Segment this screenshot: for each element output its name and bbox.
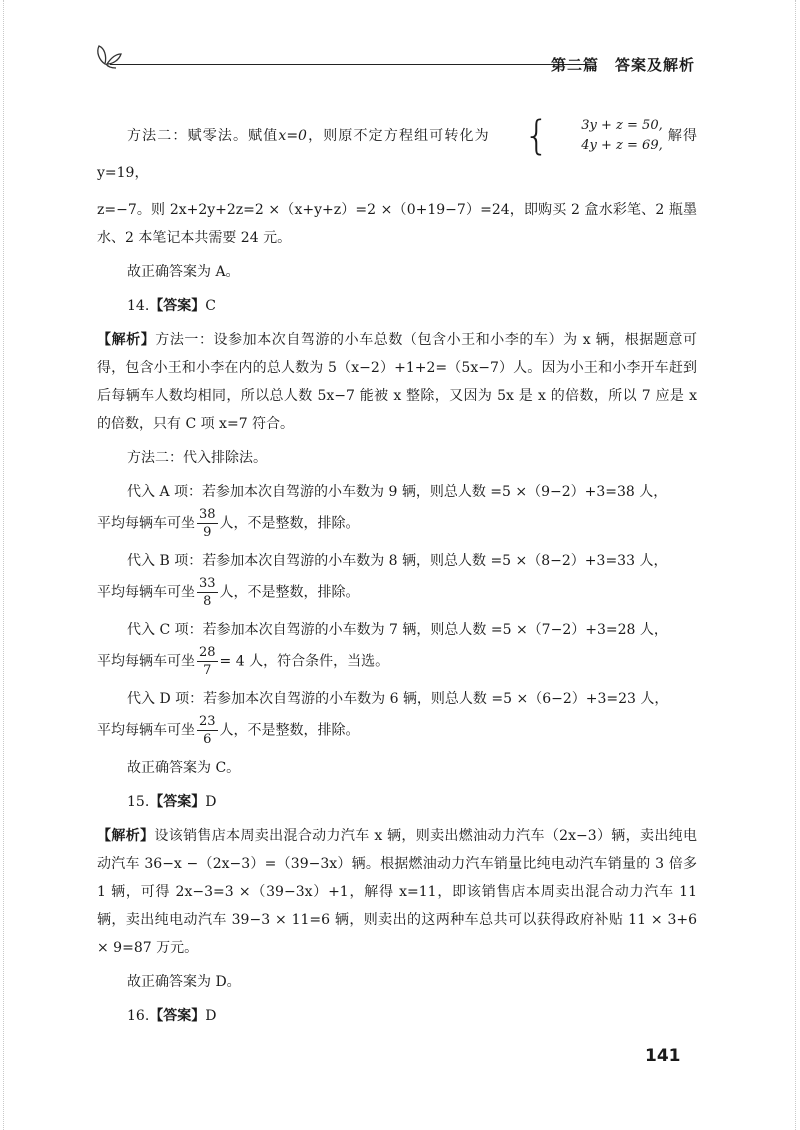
q14-analysis: 【解析】方法一：设参加本次自驾游的小车总数（包含小王和小李的车）为 x 辆，根据题意可得，包含小王和小李在内的总人数为 5（x−2）+1+2=（5x−7）人。因为小王和小李开车赶到后每辆车人数均相同，所以总人数 5x−7 能被 x 整除，又因为 5x 是 x 的倍数，所以 7 应是 x 的倍数，只有 C 项 x=7 符合。: [97, 332, 697, 432]
q14-option-c-line2: 平均每辆车可坐 $\frac{28}{7}$ = 4 人，符合条件，当选。: [97, 645, 390, 678]
q14-option-a-line2: 平均每辆车可坐 $\frac{38}{9}$ 人，不是整数，排除。: [97, 507, 360, 540]
fraction: $\frac{33}{8}$: [199, 576, 216, 609]
fraction: $\frac{28}{7}$: [199, 645, 216, 678]
q13-calculation: z=−7。则 2x+2y+2z=2 ×（x+y+z）=2 ×（0+19−7）=24，即购买 2 盒水彩笔、2 瓶墨水、2 本笔记本共需要 24 元。: [97, 202, 697, 246]
q15-answer: 15.【答案】D: [127, 794, 217, 810]
q13-conclusion: 故正确答案为 A。: [127, 264, 240, 280]
q13-method2-line: 方法二：赋零法。赋值x=0，则原不定方程组可转化为 { 3y + z = 50, 4y + z = 69, 解得 y=19，: [97, 113, 698, 181]
fraction: $\frac{23}{6}$: [199, 714, 216, 747]
q14-option-b-line1: 代入 B 项：若参加本次自驾游的小车数为 8 辆，则总人数 =5 ×（8−2）+3=33 人，: [127, 553, 668, 569]
q14-option-d-line1: 代入 D 项：若参加本次自驾游的小车数为 6 辆，则总人数 =5 ×（6−2）+3=23 人，: [127, 691, 669, 707]
right-page-edge: [795, 0, 796, 1130]
q14-option-d-line2: 平均每辆车可坐 $\frac{23}{6}$ 人，不是整数，排除。: [97, 714, 360, 747]
q14-answer: 14.【答案】C: [127, 298, 216, 314]
q14-option-a-line1: 代入 A 项：若参加本次自驾游的小车数为 9 辆，则总人数 =5 ×（9−2）+3=38 人，: [127, 484, 668, 500]
running-header: [90, 40, 700, 80]
q14-option-b-line2: 平均每辆车可坐 $\frac{33}{8}$ 人，不是整数，排除。: [97, 576, 360, 609]
q15-conclusion: 故正确答案为 D。: [127, 974, 241, 990]
q15-analysis: 【解析】设该销售店本周卖出混合动力汽车 x 辆，则卖出燃油动力汽车（2x−3）辆，卖出纯电动汽车 36−x −（2x−3）=（39−3x）辆。根据燃油动力汽车销量比纯电动汽车销量的 3 倍多 1 辆，可得 2x−3=3 ×（39−3x）+1，解得 x=11，即该销售店本周卖出混合动力汽车 11 辆，卖出纯电动汽车 39−3 × 11=6 辆，则卖出的这两种车总共可以获得政府补贴 11 × 3+6 × 9=87 万元。: [97, 828, 698, 956]
left-page-edge: [3, 0, 4, 1130]
page-number: 141: [645, 1046, 681, 1066]
q14-method2: 方法二：代入排除法。: [127, 450, 267, 466]
page-content: [97, 113, 698, 1036]
fraction: $\frac{38}{9}$: [199, 507, 216, 540]
equation-2: 4y + z = 69,: [581, 138, 663, 153]
chapter-title: 第二篇 答案及解析: [550, 56, 695, 74]
equation-1: 3y + z = 50,: [581, 118, 663, 133]
leaf-ornament-icon: [90, 40, 124, 70]
q14-option-c-line1: 代入 C 项：若参加本次自驾游的小车数为 7 辆，则总人数 =5 ×（7−2）+3=28 人，: [127, 622, 668, 638]
q16-answer: 16.【答案】D: [127, 1008, 217, 1024]
header-rule: [110, 64, 590, 65]
q14-conclusion: 故正确答案为 C。: [127, 760, 241, 776]
equation-system: { 3y + z = 50, 4y + z = 69,: [523, 113, 663, 159]
